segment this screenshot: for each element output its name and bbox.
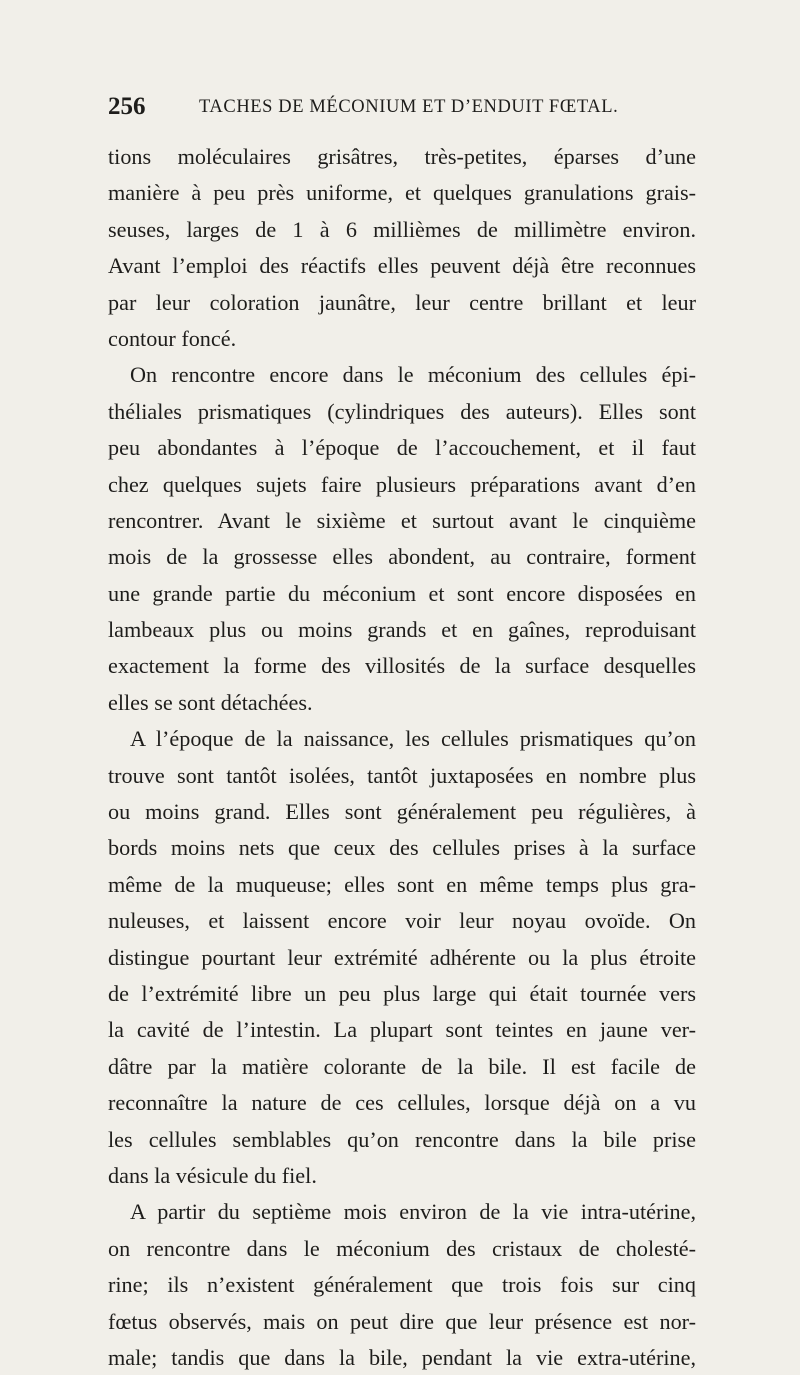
text-line: elles se sont détachées. [108, 689, 313, 715]
body-text [108, 139, 696, 1375]
text-line: théliales prismatiques (cylindriques des auteurs). Elles sont [108, 398, 696, 424]
text-line: trouve sont tantôt isolées, tantôt juxtaposées en nombre plus [108, 762, 696, 788]
text-line: bords moins nets que ceux des cellules prises à la surface [108, 835, 696, 861]
text-line: rencontrer. Avant le sixième et surtout avant le cinquième [108, 507, 696, 533]
text-line: Avant l’emploi des réactifs elles peuvent déjà être reconnues [108, 253, 696, 279]
text-line: nuleuses, et laissent encore voir leur noyau ovoïde. On [108, 908, 696, 934]
text-line: par leur coloration jaunâtre, leur centre brillant et leur [108, 289, 696, 315]
text-line: male; tandis que dans la bile, pendant la vie extra-utérine, [108, 1344, 696, 1370]
text-line: exactement la forme des villosités de la surface desquelles [108, 653, 696, 679]
text-line: on rencontre dans le méconium des cristaux de cholesté- [108, 1235, 696, 1261]
page-number: 256 [108, 93, 146, 120]
text-line: distingue pourtant leur extrémité adhérente ou la plus étroite [108, 944, 696, 970]
text-line: On rencontre encore dans le méconium des cellules épi- [130, 362, 696, 388]
text-line: une grande partie du méconium et sont encore disposées en [108, 580, 696, 606]
text-line: chez quelques sujets faire plusieurs préparations avant d’en [108, 471, 696, 497]
text-line: fœtus observés, mais on peut dire que leur présence est nor- [108, 1308, 696, 1334]
text-line: les cellules semblables qu’on rencontre dans la bile prise [108, 1126, 696, 1152]
text-line: de l’extrémité libre un peu plus large qui était tournée vers [108, 980, 696, 1006]
text-line: manière à peu près uniforme, et quelques granulations grais- [108, 180, 696, 206]
text-line: lambeaux plus ou moins grands et en gaînes, reproduisant [108, 617, 696, 643]
text-line: seuses, larges de 1 à 6 millièmes de millimètre environ. [108, 216, 696, 242]
text-line: contour foncé. [108, 325, 237, 351]
text-line: la cavité de l’intestin. La plupart sont teintes en jaune ver- [108, 1017, 696, 1043]
text-line: ou moins grand. Elles sont généralement peu régulières, à [108, 799, 696, 825]
text-line: rine; ils n’existent généralement que trois fois sur cinq [108, 1272, 696, 1298]
text-line: A l’époque de la naissance, les cellules prismatiques qu’on [130, 726, 696, 752]
text-line: même de la muqueuse; elles sont en même temps plus gra- [108, 871, 696, 897]
text-line: mois de la grossesse elles abondent, au contraire, forment [108, 544, 696, 570]
text-line: tions moléculaires grisâtres, très-petites, éparses d’une [108, 144, 696, 169]
text-line: reconnaître la nature de ces cellules, lorsque déjà on a vu [108, 1090, 696, 1116]
text-line: peu abondantes à l’époque de l’accouchement, et il faut [108, 435, 696, 461]
running-header [108, 92, 668, 122]
text-line: dâtre par la matière colorante de la bile. Il est facile de [108, 1053, 696, 1079]
text-line: dans la vésicule du fiel. [108, 1162, 317, 1188]
text-line: A partir du septième mois environ de la vie intra-utérine, [130, 1199, 696, 1225]
running-title: TACHES DE MÉCONIUM ET D’ENDUIT FŒTAL. [199, 97, 619, 117]
